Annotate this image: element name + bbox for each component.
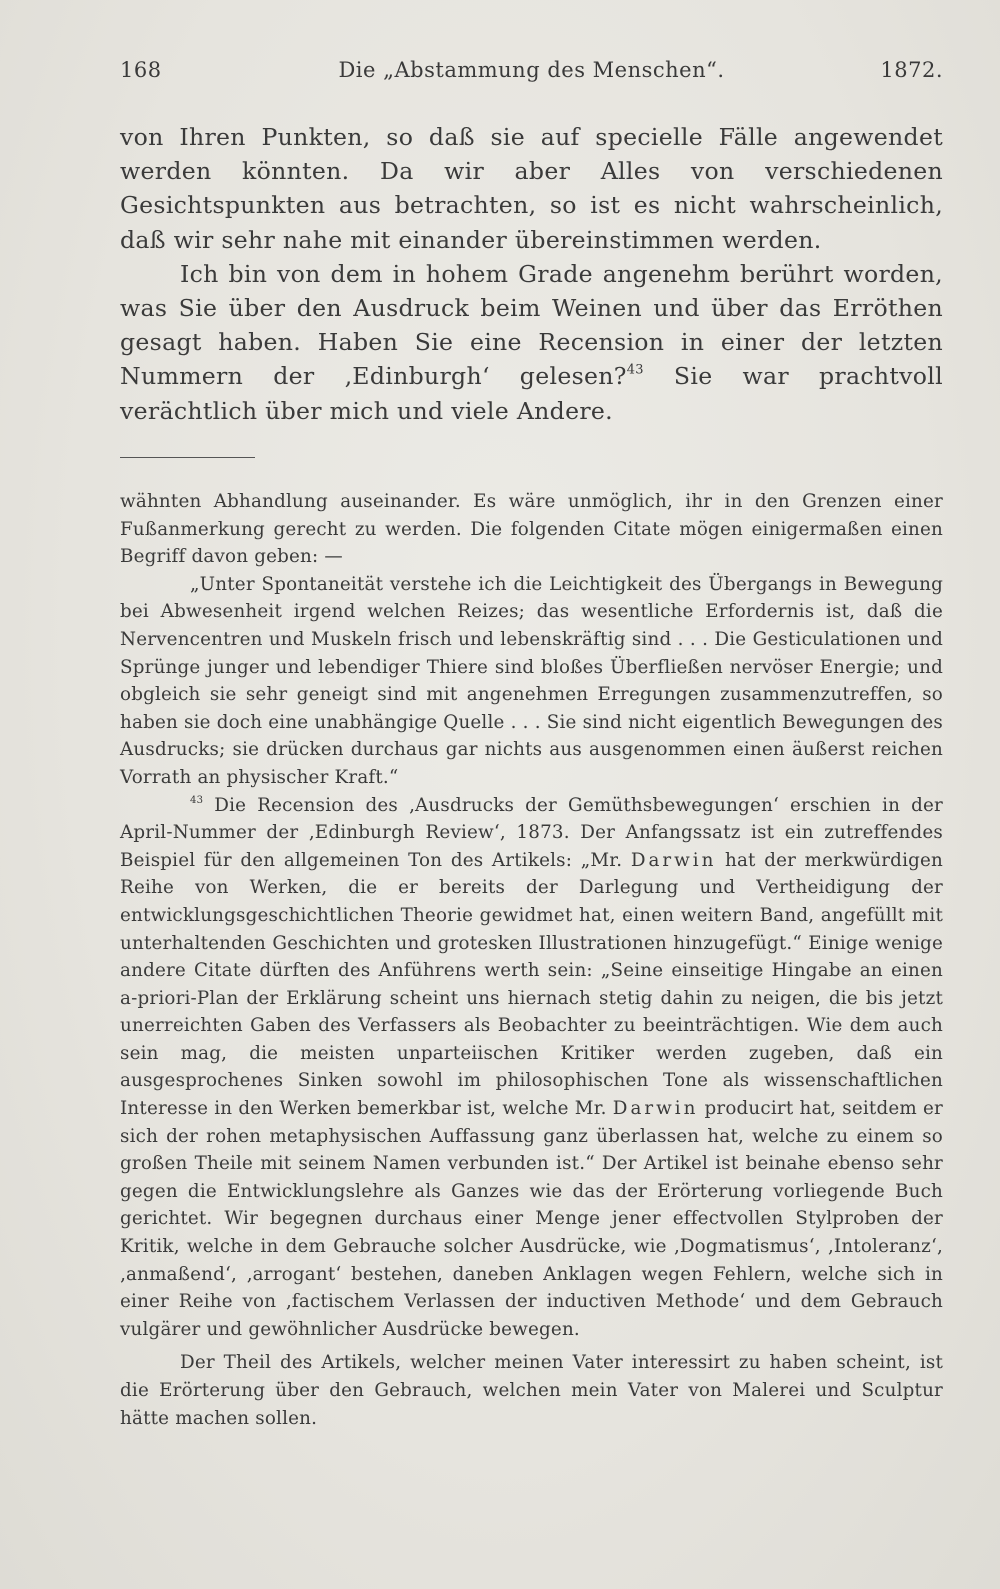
main-text bbox=[120, 120, 943, 428]
spaced-name: Darwin bbox=[612, 1098, 699, 1120]
footnote-43 bbox=[120, 792, 943, 1344]
footnote-marker: 43 bbox=[190, 794, 204, 806]
footnote-paragraph: Der Theil des Artikels, welcher meinen Vater interessirt zu haben scheint, ist die Erörterung über den Gebrauch, welchen mein Vater von Malerei und Sculptur hätte machen sollen. bbox=[120, 1352, 943, 1429]
page-number: 168 bbox=[120, 58, 162, 82]
footnote-separator bbox=[120, 457, 255, 458]
paragraph-text: Ich bin von dem in hohem Grade angenehm berührt worden, was Sie über den Ausdruck beim Weinen und über das Erröthen gesagt haben. Haben Sie eine Recension in einer der letzten Nummern der ‚Edinburgh‘ gelesen? bbox=[120, 259, 943, 391]
footnote-text: hat der merkwürdigen Reihe von Werken, die er bereits der Darlegung und Vertheidigung der entwicklungsgeschichtlichen Theorie gewidmet hat, einen weitern Band, angefüllt mit unterhaltenden Geschichten und grotesken Illustrationen hinzugefügt.“ Einige wenige andere Citate dürften des Anführens werth sein: „Seine einseitige Hingabe an einen a-priori-Plan der Erklärung scheint uns hiernach stetig dahin zu neigen, die bis jetzt unerreichten Gaben des Verfassers als Beobachter zu beeinträchtigen. Wie dem auch sein mag, die meisten unparteiischen Kritiker werden zugeben, daß ein ausgesprochenes Sinken sowohl im philosophischen Tone als wissenschaftlichen Interesse in den Werken bemerkbar ist, welche Mr. bbox=[120, 849, 944, 1120]
footnote-reference: 43 bbox=[626, 363, 644, 379]
footnote-quote: „Unter Spontaneität verstehe ich die Leichtigkeit des Übergangs in Bewegung bei Abwesenheit irgend welchen Reizes; das wesentliche Erfordernis ist, daß die Nervencentren und Muskeln frisch und lebenskräftig sind . . . Die Gesticulationen und Sprünge junger und lebendiger Thiere sind bloßes Überfließen nervöser Energie; und obgleich sie sehr geneigt sind mit angenehmen Erregungen zusammenzutreffen, so haben sie doch eine unabhängige Quelle . . . Sie sind nicht eigentlich Bewegungen des Ausdrucks; sie drücken durchaus gar nichts aus ausgenommen einen äußerst reichen Vorrath an physischer Kraft.“ bbox=[120, 573, 943, 788]
paragraph-text: Sie war prachtvoll verächtlich über mich und viele Andere. bbox=[120, 362, 943, 425]
header-year: 1872. bbox=[880, 58, 943, 82]
page-header bbox=[120, 58, 943, 90]
spaced-name: Darwin bbox=[630, 849, 717, 871]
paragraph: von Ihren Punkten, so daß sie auf specielle Fälle angewendet werden könnten. Da wir aber Alles von verschiedenen Gesichtspunkten aus betrachten, so ist es nicht wahrscheinlich, daß wir sehr nahe mit einander übereinstimmen werden. bbox=[120, 123, 943, 254]
paragraph bbox=[120, 257, 943, 428]
footnote-text: producirt hat, seitdem er sich der rohen metaphysischen Auffassung ganz überlassen hat, welche zu einem so großen Theile mit seinem Namen verbunden ist.“ Der Artikel ist beinahe ebenso sehr gegen die Entwicklungslehre als Ganzes wie das der Erörterung vorliegende Buch gerichtet. Wir begegnen durchaus einer Menge jener effectvollen Stylproben der Kritik, welche in dem Gebrauche solcher Ausdrücke, wie ‚Dogmatismus‘, ‚Intoleranz‘, ‚anmaßend‘, ‚arrogant‘ bestehen, daneben Anklagen wegen Fehlern, welche sich in einer Reihe von ‚factischem Verlassen der inductiven Methode‘ und dem Gebrauch vulgärer und gewöhnlicher Ausdrücke bewegen. bbox=[120, 1098, 943, 1340]
footnote-continuation: wähnten Abhandlung auseinander. Es wäre unmöglich, ihr in den Grenzen einer Fußanmerkung gerecht zu werden. Die folgenden Citate mögen einigermaßen einen Begriff davon geben: — bbox=[120, 491, 943, 568]
footnotes bbox=[120, 488, 943, 1432]
footnote-text: Die Recension des ‚Ausdrucks der Gemüthsbewegungen‘ erschien in der April-Nummer der ‚Edinburgh Review‘, 1873. Der Anfangssatz ist ein zutreffendes Beispiel für den allgemeinen Ton des Artikels: „Mr. bbox=[120, 794, 943, 871]
running-title: Die „Abstammung des Menschen“. bbox=[338, 58, 725, 82]
